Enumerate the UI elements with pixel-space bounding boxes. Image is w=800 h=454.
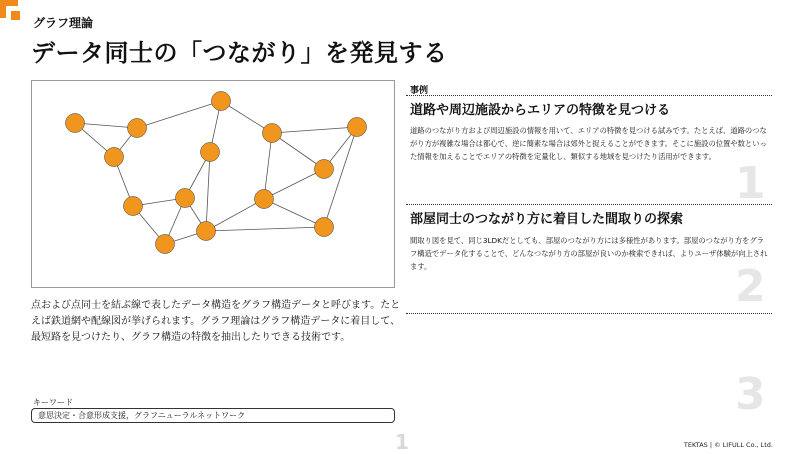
- divider-line: [406, 204, 772, 205]
- graph-node: [124, 197, 143, 216]
- graph-network-svg: [32, 81, 396, 289]
- case-2-body: 間取り図を見て、同じ3LDKだとしても、部屋のつながり方には多様性があります。部屋のつながり方をグラフ構造でデータ化することで、どんなつながり方の部屋が良いのか検索できれば、よりユーザ体験が向上されます。: [410, 236, 768, 271]
- graph-edge: [206, 227, 324, 231]
- graph-node: [255, 190, 274, 209]
- graph-node: [197, 222, 216, 241]
- graph-edge: [272, 127, 357, 133]
- graph-node: [176, 189, 195, 208]
- graph-node: [201, 143, 220, 162]
- page-subtitle: グラフ理論: [33, 16, 94, 30]
- footer-credit: TEKTAS | © LIFULL Co., Ltd.: [683, 441, 773, 449]
- case-1-number: 1: [735, 158, 766, 209]
- graph-node: [66, 114, 85, 133]
- graph-edge: [206, 152, 210, 231]
- graph-edge: [206, 199, 264, 231]
- case-2-number: 2: [735, 261, 766, 312]
- case-3-number: 3: [735, 369, 766, 420]
- divider-line: [406, 313, 772, 314]
- graph-node: [212, 92, 231, 111]
- graph-node: [128, 119, 147, 138]
- graph-edge: [264, 133, 272, 199]
- graph-edge: [264, 169, 324, 199]
- case-2-title: 部屋同士のつながり方に着目した間取りの探索: [410, 212, 684, 227]
- brand-corner-mark: [0, 0, 22, 22]
- graph-node: [263, 124, 282, 143]
- graph-node: [348, 118, 367, 137]
- divider-line: [406, 95, 772, 96]
- page-number: 1: [395, 430, 409, 454]
- examples-label: 事例: [410, 86, 429, 96]
- case-1-title: 道路や周辺施設からエリアの特徴を見つける: [410, 103, 671, 118]
- keywords-label: キーワード: [33, 398, 73, 407]
- keywords-box: 意思決定・合意形成支援，グラフニューラルネットワーク: [31, 408, 395, 423]
- graph-node: [156, 235, 175, 254]
- graph-edge: [137, 101, 221, 128]
- graph-node: [105, 148, 124, 167]
- graph-illustration: [31, 80, 395, 288]
- graph-edge: [264, 199, 324, 227]
- case-1-body: 道路のつながり方および周辺施設の情報を用いて、エリアの特徴を見つける試みです。たとえば、道路のつながり方が複雑な場合は都心で、逆に簡素な場合は郊外と捉えることができます。そこに施設の位置や数といった情報を加えることでエリアの特徴を定量化し、類似する地域を見つけたり活用ができます。: [410, 126, 767, 161]
- page-title: データ同士の「つながり」を発見する: [31, 39, 448, 67]
- description-text: 点および点同士を結ぶ線で表したデータ構造をグラフ構造データと呼びます。たとえば鉄道網や配線図が挙げられます。グラフ理論はグラフ構造データに着目して、最短路を見つけたり、グラフ構造の特徴を抽出したりできる技術です。: [31, 300, 401, 343]
- graph-node: [315, 218, 334, 237]
- graph-node: [315, 160, 334, 179]
